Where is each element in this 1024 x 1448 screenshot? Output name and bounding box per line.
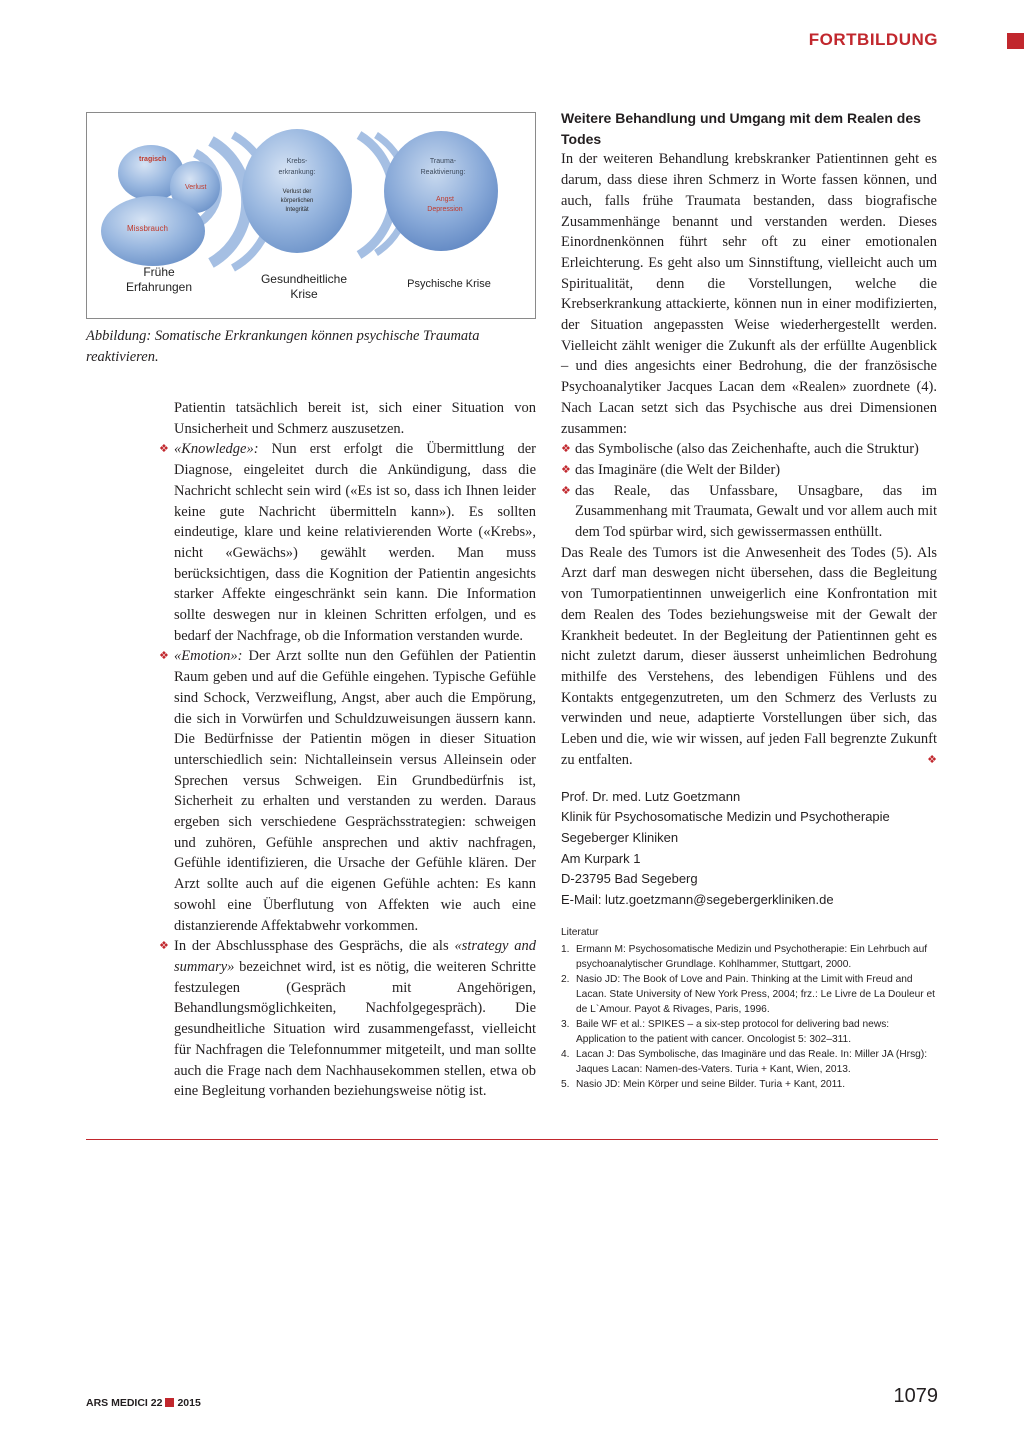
col-label-3: Psychische Krise (407, 278, 491, 290)
col-label-1b: Erfahrungen (125, 280, 193, 294)
literature-item (561, 942, 937, 972)
left-column (159, 398, 537, 1102)
term-strategy: «strategy and summary» (174, 938, 537, 975)
lacan-list (561, 439, 937, 543)
page-number: 1079 (893, 1385, 938, 1407)
list-item (561, 460, 937, 481)
label-krebs-4: körperlichen (280, 198, 314, 204)
literature-text: Lacan J: Das Symbolische, das Imaginäre und das Reale. In: Miller JA (Hrsg): Jaques Lacan: Namen-des-Vaters. Turia + Kant, Wien, 2013. (576, 1048, 928, 1075)
footer-square-icon (165, 1398, 174, 1407)
literature-text: Ermann M: Psychosomatische Medizin und Psychotherapie: Ein Lehrbuch auf psychoanalytischer Grundlage. Kohlhammer, Stuttgart, 2000. (576, 943, 928, 970)
right-column (561, 108, 937, 1092)
list-item-text: das Imaginäre (die Welt der Bilder) (575, 461, 781, 478)
label-krebs-1: Krebs- (286, 158, 308, 165)
literature (561, 925, 937, 1092)
list-item (561, 439, 937, 460)
header-accent-square (1007, 33, 1024, 49)
section-heading: Weitere Behandlung und Umgang mit dem Realen des Todes (561, 110, 921, 147)
author-email[interactable]: E-Mail: lutz.goetzmann@segebergerkliniken.de (561, 892, 834, 908)
literature-number: 1. (561, 943, 570, 955)
term-knowledge: «Knowledge»: (174, 441, 259, 458)
author-city: D-23795 Bad Segeberg (561, 871, 698, 887)
bullet-diamond-icon: ❖ (159, 649, 169, 663)
paragraph: Patientin tatsächlich bereit ist, sich einer Situation von Unsicherheit und Schmerz auszusetzen. (174, 400, 536, 437)
author-street: Am Kurpark 1 (561, 850, 641, 866)
figure (86, 112, 536, 319)
literature-text: Baile WF et al.: SPIKES – a six-step protocol for delivering bad news: Application to the patient with cancer. Oncologist 5: 302–311. (576, 1018, 890, 1045)
list-item (561, 481, 937, 543)
col-label-2b: Krise (290, 287, 318, 301)
bubble-trauma (384, 131, 498, 251)
literature-number: 2. (561, 973, 570, 985)
bullet-text-pre: In der Abschlussphase des Gesprächs, die als (174, 938, 455, 955)
literature-item (561, 1017, 937, 1047)
bullet-text: Nun erst erfolgt die Übermittlung der Diagnose, eingeleitet durch die Ankündigung, dass die Nachricht schlecht sein wird («Es ist so, dass ich Ihnen leider keine gute Nachricht übermitteln kann»). Es sollten eindeutige, klare und keine relativierenden Worte («Krebs», nicht «Gewächs») gewählt werden. Man muss berücksichtigen, dass die Kognition der Patientin angesichts starker Affekte eingeschränkt sein kann. Die Information sollte deswegen nur in kleinen Schritten erfolgen, und es bedarf der Nachfrage, ob die Information verstanden wurde. (174, 441, 536, 644)
bullet-knowledge (159, 439, 536, 646)
label-tragisch: tragisch (139, 156, 167, 163)
paragraph-text: Das Reale des Tumors ist die Anwesenheit des Todes (5). Als Arzt darf man deswegen nicht übersehen, dass die Begleitung von Tumorpatientinnen unweigerlich eine Konfrontation mit dem Realen des Todes beziehungsweise mit der Gewalt der Krankheit bedeutet. In der Begleitung der Patientinnen geht es nicht zuletzt darum, dieser äusserst unheimlichen Bedrohung mithilfe des Verstehens, des lebendigen Fühlens und des Kontakts entgegenzutreten, um den Schmerz des Verlusts zu verwinden und neue, adaptierte Vorstellungen über sich, das Leben und die, wie wir wissen, auf jeden Fall begrenzte Zukunft zu entfalten. (561, 544, 937, 768)
list-item-text: das Reale, das Unfassbare, Unsagbare, das im Zusammenhang mit Traumata, Gewalt und vor allem auch mit dem Tod spürbar wird, sich gewissermassen enthüllt. (575, 482, 937, 541)
bullet-diamond-icon: ❖ (561, 462, 571, 476)
bullet-diamond-icon: ❖ (159, 939, 169, 953)
label-missbrauch: Missbrauch (127, 224, 168, 233)
bullet-text: Der Arzt sollte nun den Gefühlen der Patientin Raum geben und auf die Gefühle eingehen. Typische Gefühle sind Schock, Verzweiflung, Angst, aber auch die Empörung, die sich in Vorwürfen und Schuldzuweisungen äussern kann. Die Bedürfnisse der Patientin mögen in dieser Situation unterschiedlich sein: Nichtalleinsein versus Alleinsein oder Sprechen versus Schweigen. Ein Grundbedürfnis ist, Sicherheit zu erhalten und verstanden zu werden. Daraus ergeben sich verschiedene Gesprächsstrategien: schweigen und zuhören, Gefühle ansprechen und aktiv nachfragen, Gefühle identifizieren, die Ursache der Gefühle klären. Der Arzt sollte auch auf die eigenen Gefühle achten: Es kann sowohl eine Überflutung von Affekten wie auch eine distanzierende Affektabwehr vorkommen. (174, 648, 536, 934)
label-trauma-3: Angst (436, 196, 454, 203)
bullet-emotion (159, 646, 536, 936)
literature-item (561, 1047, 937, 1077)
paragraph (561, 543, 937, 771)
journal-name: ARS MEDICI 22 (86, 1397, 163, 1409)
bullet-text: bezeichnet wird, ist es nötig, die weiteren Schritte festzulegen (Gespräch mit Angehörigen, Behandlungsmöglichkeiten, Nachfolgegespräch). Die gesundheitliche Situation wird zusammengefasst, vielleicht für Nachfragen die Telefonnummer mitgeteilt, und man sollte auch die Frage nach dem Nachhausekommen stellen, etwa ob eine Begleitung vorhanden beziehungsweise nötig ist. (174, 958, 536, 1100)
list-item-text: das Symbolische (also das Zeichenhafte, auch die Struktur) (575, 441, 919, 458)
author-name: Prof. Dr. med. Lutz Goetzmann (561, 788, 741, 804)
literature-text: Nasio JD: Mein Körper und seine Bilder. Turia + Kant, 2011. (576, 1078, 846, 1090)
label-trauma-4: Depression (427, 206, 463, 213)
paragraph: In der weiteren Behandlung krebskranker Patientinnen geht es darum, dass diese ihren Schmerz in Worte fassen können, und auch, falls frühe Traumata bestanden, dass biografische Zusammenhänge benannt und verstanden werden. Dieses Einordnenkönnen führt sehr oft zu einer emotionalen Erleichterung. Es geht also um Sinnstiftung, vielleicht auch um Spiritualität, denn die Vorstellungen, welche die Krebserkrankung attackierte, können nun in einer modifizierten, der Situation angepassten Weise wiederhergestellt werden. Vielleicht zählt weniger die Zukunft als der erfüllte Augenblick – und dies angesichts einer Bedrohung, die der französische Psychoanalytiker Jacques Lacan dem «Realen» zuordnete (4). Nach Lacan setzt sich das Psychische aus drei Dimensionen zusammen: (561, 151, 937, 437)
figure-caption: Abbildung: Somatische Erkrankungen können psychische Traumata reaktivieren. (86, 328, 480, 365)
bullet-diamond-icon: ❖ (561, 483, 571, 497)
term-emotion: «Emotion»: (174, 648, 243, 665)
label-trauma-1: Trauma- (429, 158, 457, 165)
literature-item (561, 972, 937, 1017)
literature-text: Nasio JD: The Book of Love and Pain. Thinking at the Limit with Freud and Lacan. State University of New York Press, 2004; frz.: Le Livre de La Douleur et de L`Amour. Payot & Rivages, Paris, 1996. (576, 973, 936, 1015)
label-krebs-3: Verlust der (282, 189, 312, 195)
bullet-diamond-icon: ❖ (159, 442, 169, 456)
label-krebs-2: erkrankung: (278, 169, 316, 176)
col-label-1a: Frühe (143, 265, 175, 279)
journal-year: 2015 (177, 1397, 201, 1409)
divider (86, 1139, 938, 1140)
author-block (561, 787, 937, 911)
col-label-2a: Gesundheitliche (260, 272, 348, 286)
author-clinic: Klinik für Psychosomatische Medizin und Psychotherapie (561, 809, 890, 825)
label-trauma-2: Reaktivierung: (420, 169, 466, 176)
literature-number: 4. (561, 1048, 570, 1060)
literature-number: 5. (561, 1078, 570, 1090)
label-krebs-5: Integrität (285, 207, 309, 213)
bullet-diamond-icon: ❖ (561, 442, 571, 456)
figure-diagram (87, 113, 535, 318)
section-header: FORTBILDUNG (808, 30, 938, 49)
literature-item (561, 1077, 937, 1092)
author-hospital: Segeberger Kliniken (561, 829, 679, 845)
footer (86, 1397, 201, 1409)
label-verlust: Verlust (185, 184, 207, 191)
literature-number: 3. (561, 1018, 570, 1030)
literature-heading: Literatur (561, 926, 599, 938)
end-mark-icon: ❖ (927, 752, 937, 766)
bullet-strategy (159, 936, 537, 1102)
